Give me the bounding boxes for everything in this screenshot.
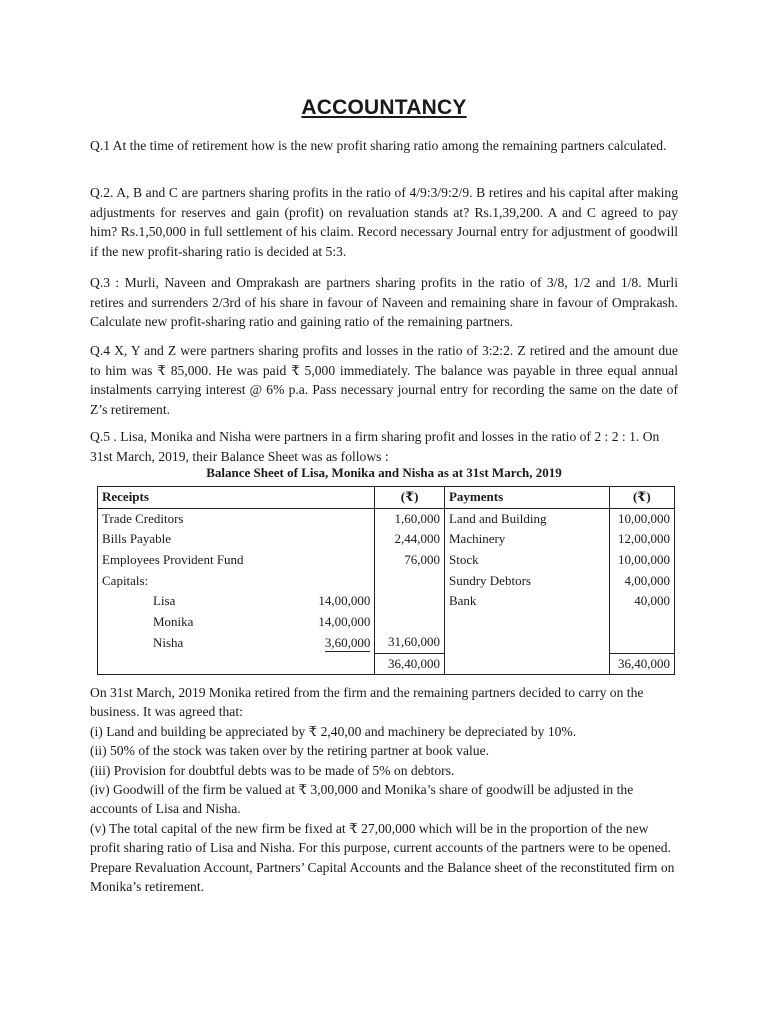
payments-amount-header: (₹): [609, 487, 674, 509]
receipts-amount-header: (₹): [375, 487, 445, 509]
receipt-amount: [375, 570, 445, 591]
payment-amount: 4,00,000: [609, 570, 674, 591]
receipt-amount: [375, 591, 445, 612]
receipt-label: Employees Provident Fund: [98, 550, 283, 571]
receipt-sub-amount: [283, 570, 375, 591]
partner-capital-label: Nisha: [98, 632, 283, 653]
retirement-terms: [90, 683, 678, 896]
table-header-row: [98, 487, 675, 509]
page-title: ACCOUNTANCY: [301, 96, 467, 119]
receipt-amount: 76,000: [375, 550, 445, 571]
totals-blank: [283, 653, 375, 675]
totals-row: [98, 653, 675, 675]
payment-label: Land and Building: [444, 508, 609, 529]
term-4: (iv) Goodwill of the firm be valued at ₹ 3,00,000 and Monika’s share of goodwill be adjusted in the accounts of Lisa and Nisha.: [90, 782, 634, 817]
payment-amount: [609, 612, 674, 633]
terms-intro: On 31st March, 2019 Monika retired from the firm and the remaining partners decided to carry on the business. It was agreed that:: [90, 685, 644, 720]
partner-capital-amount: 14,00,000: [283, 591, 375, 612]
table-row: [98, 591, 675, 612]
question-5: Q.5 . Lisa, Monika and Nisha were partners in a firm sharing profit and losses in the ratio of 2 : 2 : 1. On 31st March, 2019, their Balance Sheet was as follows :: [90, 429, 660, 464]
payment-amount: [609, 632, 674, 653]
balance-sheet-table: [97, 486, 675, 675]
receipt-sub-amount: [283, 508, 375, 529]
payment-label: Bank: [444, 591, 609, 612]
partner-capital-label: Lisa: [98, 591, 283, 612]
receipt-amount: 1,60,000: [375, 508, 445, 529]
receipts-total: 36,40,000: [375, 653, 445, 675]
payments-header: Payments: [444, 487, 609, 509]
table-row: [98, 550, 675, 571]
payment-label: [444, 632, 609, 653]
partner-capital-amount: [283, 632, 375, 653]
payment-label: [444, 612, 609, 633]
table-row: [98, 612, 675, 633]
payment-amount: 40,000: [609, 591, 674, 612]
payment-label: Machinery: [444, 529, 609, 550]
receipt-sub-amount: [283, 550, 375, 571]
receipt-label: Bills Payable: [98, 529, 283, 550]
table-row: [98, 529, 675, 550]
receipt-amount: 2,44,000: [375, 529, 445, 550]
payment-label: Stock: [444, 550, 609, 571]
payment-label: Sundry Debtors: [444, 570, 609, 591]
payments-total: 36,40,000: [609, 653, 674, 675]
task-instruction: Prepare Revaluation Account, Partners’ Capital Accounts and the Balance sheet of the reconstituted firm on Monika’s retirement.: [90, 859, 675, 895]
receipt-amount: [375, 612, 445, 633]
table-row: [98, 632, 675, 653]
payment-amount: 12,00,000: [609, 529, 674, 550]
balance-sheet-title: Balance Sheet of Lisa, Monika and Nisha as at 31st March, 2019: [206, 465, 562, 480]
capital-total-amount: 31,60,000: [375, 632, 445, 653]
receipt-sub-amount: [283, 529, 375, 550]
receipt-label: Trade Creditors: [98, 508, 283, 529]
totals-blank: [444, 653, 609, 675]
receipts-header: Receipts: [98, 487, 283, 509]
term-5: (v) The total capital of the new firm be fixed at ₹ 27,00,000 which will be in the proportion of the new profit sharing ratio of Lisa and Nisha. For this purpose, current accounts of the partners were to be opened.: [90, 820, 671, 856]
partner-capital-label: Monika: [98, 612, 283, 633]
question-1: Q.1 At the time of retirement how is the new profit sharing ratio among the remaining partners calculated.: [90, 138, 667, 153]
question-4: Q.4 X, Y and Z were partners sharing profits and losses in the ratio of 3:2:2. Z retired and the amount due to him was ₹ 85,000. He was paid ₹ 5,000 immediately. The balance was payable in three equal annual instalments carrying interest @ 6% p.a. Pass necessary journal entry for recording the same on the date of Z’s retirement.: [90, 343, 678, 417]
term-3: (iii) Provision for doubtful debts was to be made of 5% on debtors.: [90, 762, 455, 778]
table-row: [98, 508, 675, 529]
underlined-amount: 3,60,000: [324, 634, 371, 650]
term-1: (i) Land and building be appreciated by ₹ 2,40,00 and machinery be depreciated by 10%.: [90, 723, 577, 739]
totals-blank: [98, 653, 283, 675]
receipt-label: Capitals:: [98, 570, 283, 591]
table-row: [98, 570, 675, 591]
receipts-sub-header: [283, 487, 375, 509]
question-2: Q.2. A, B and C are partners sharing profits in the ratio of 4/9:3/9:2/9. B retires and his capital after making adjustments for reserves and gain (profit) on revaluation stands at? Rs.1,39,200. A and C agreed to pay him? Rs.1,50,000 in full settlement of his claim. Record necessary Journal entry for adjustment of goodwill if the new profit-sharing ratio is decided at 5:3.: [90, 185, 678, 259]
partner-capital-amount: 14,00,000: [283, 612, 375, 633]
payment-amount: 10,00,000: [609, 508, 674, 529]
payment-amount: 10,00,000: [609, 550, 674, 571]
term-2: (ii) 50% of the stock was taken over by the retiring partner at book value.: [90, 743, 489, 759]
question-3: Q.3 : Murli, Naveen and Omprakash are partners sharing profits in the ratio of 3/8, 1/2 and 1/8. Murli retires and surrenders 2/3rd of his share in favour of Naveen and remaining share in favour of Omprakash. Calculate new profit-sharing ratio and gaining ratio of the remaining partners.: [90, 275, 678, 329]
